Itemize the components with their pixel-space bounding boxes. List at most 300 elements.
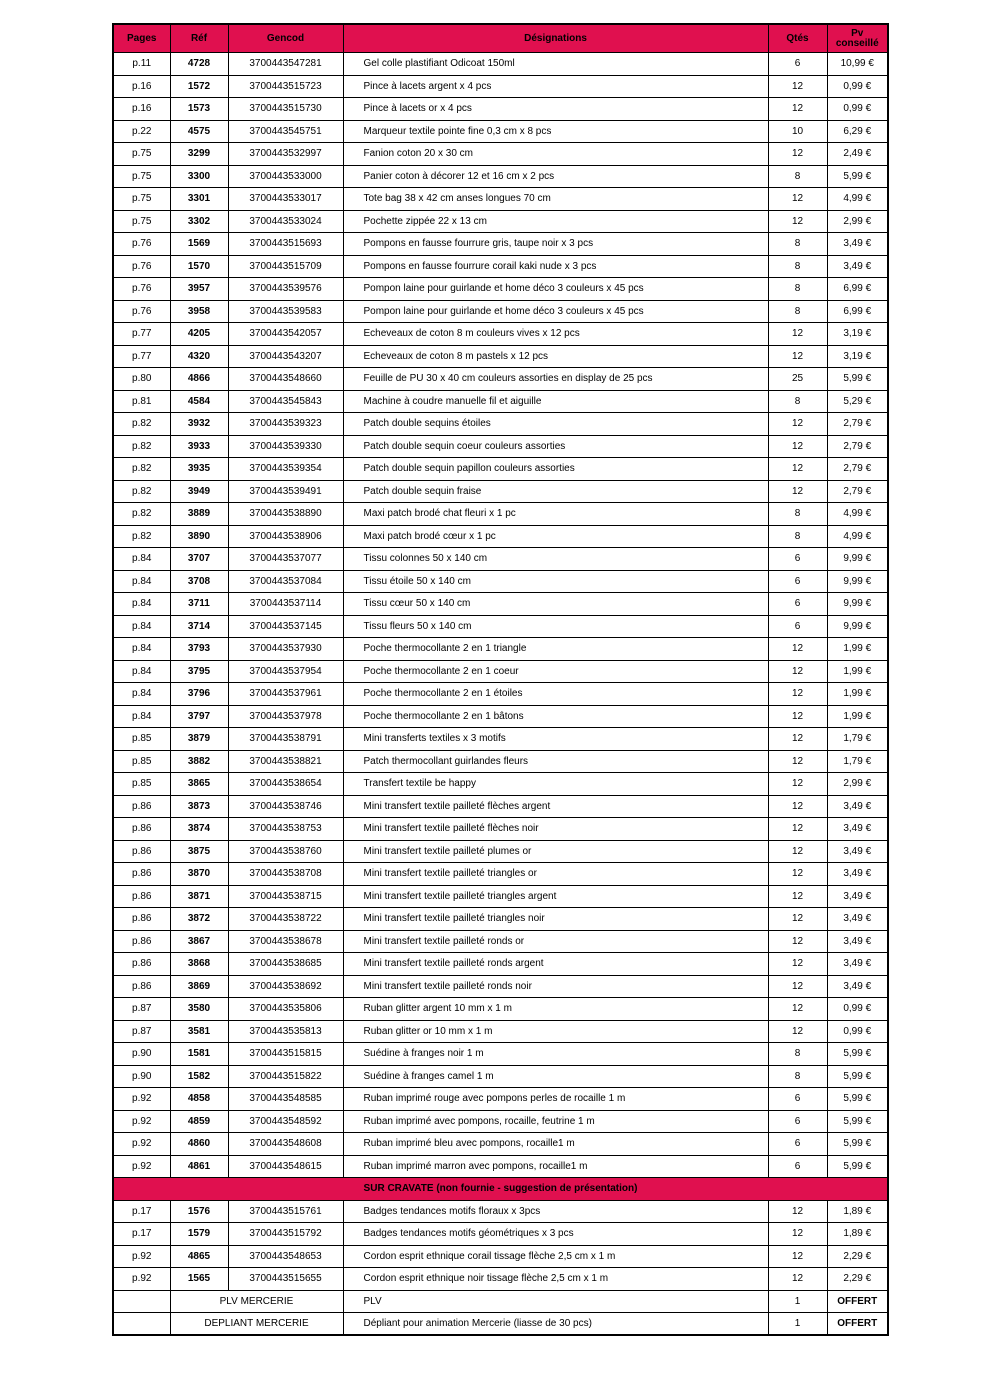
gencod-cell: 3700443548660 [228,368,343,391]
qty-cell: 12 [768,1020,827,1043]
price-cell: 6,99 € [827,278,888,301]
table-row [113,480,888,503]
table-row [113,660,888,683]
price-cell: 1,99 € [827,660,888,683]
qty-cell: 12 [768,1223,827,1246]
qty-cell: 6 [768,1088,827,1111]
table-row [113,1133,888,1156]
table-row-extra [113,1313,888,1336]
designation-cell: Fanion coton 20 x 30 cm [343,143,768,166]
ref-cell: 3797 [170,705,228,728]
table-row [113,503,888,526]
ref-cell: 1572 [170,75,228,98]
gencod-cell: 3700443515730 [228,98,343,121]
table-row [113,863,888,886]
qty-cell: 12 [768,413,827,436]
qty-cell: 6 [768,615,827,638]
ref-cell: 4859 [170,1110,228,1133]
table-row [113,998,888,1021]
designation-cell: Tote bag 38 x 42 cm anses longues 70 cm [343,188,768,211]
col-header-pv-line2: conseillé [835,37,879,49]
price-cell: 2,79 € [827,435,888,458]
page-cell: p.82 [113,503,170,526]
ref-cell: 3889 [170,503,228,526]
page-cell: p.17 [113,1223,170,1246]
designation-cell: Mini transfert textile pailleté plumes or [343,840,768,863]
table-row [113,368,888,391]
ref-cell: 3890 [170,525,228,548]
price-cell: 3,49 € [827,233,888,256]
designation-cell: Patch double sequin fraise [343,480,768,503]
gencod-cell: 3700443537077 [228,548,343,571]
price-cell: 5,99 € [827,1043,888,1066]
designation-cell: Mini transferts textiles x 3 motifs [343,728,768,751]
price-cell: 9,99 € [827,593,888,616]
designation-cell: Patch double sequin coeur couleurs assorties [343,435,768,458]
price-cell: 6,99 € [827,300,888,323]
qty-cell: 12 [768,953,827,976]
price-cell: 6,29 € [827,120,888,143]
col-header-pv-line1: Pv [851,27,864,39]
extra-label-cell: PLV MERCERIE [170,1290,343,1313]
gencod-cell: 3700443515723 [228,75,343,98]
page-cell: p.86 [113,975,170,998]
price-cell: 2,29 € [827,1268,888,1291]
gencod-cell: 3700443538678 [228,930,343,953]
col-header-gencod: Gencod [228,24,343,53]
col-header-ref: Réf [170,24,228,53]
gencod-cell: 3700443545751 [228,120,343,143]
section-header-row [113,1178,888,1201]
gencod-cell: 3700443537930 [228,638,343,661]
designation-cell: Poche thermocollante 2 en 1 coeur [343,660,768,683]
price-cell: 0,99 € [827,1020,888,1043]
ref-cell: 1573 [170,98,228,121]
price-cell: 4,99 € [827,188,888,211]
ref-cell: 3873 [170,795,228,818]
col-header-qtes: Qtés [768,24,827,53]
designation-cell: Pince à lacets or x 4 pcs [343,98,768,121]
price-cell: 5,99 € [827,1155,888,1178]
page-cell: p.87 [113,998,170,1021]
gencod-cell: 3700443538821 [228,750,343,773]
table-row [113,908,888,931]
ref-cell: 3793 [170,638,228,661]
gencod-cell: 3700443539330 [228,435,343,458]
table-row [113,188,888,211]
designation-cell: Feuille de PU 30 x 40 cm couleurs assorties en display de 25 pcs [343,368,768,391]
qty-cell: 12 [768,458,827,481]
qty-cell: 12 [768,750,827,773]
page-cell: p.76 [113,255,170,278]
price-cell: 9,99 € [827,548,888,571]
qty-cell: 8 [768,525,827,548]
page-cell: p.82 [113,413,170,436]
table-row-extra [113,1290,888,1313]
ref-cell: 1565 [170,1268,228,1291]
table-row [113,840,888,863]
gencod-cell: 3700443539323 [228,413,343,436]
ref-cell: 4728 [170,53,228,76]
gencod-cell: 3700443537978 [228,705,343,728]
qty-cell: 12 [768,480,827,503]
table-row [113,233,888,256]
table-row [113,525,888,548]
qty-cell: 12 [768,818,827,841]
qty-cell: 8 [768,1065,827,1088]
price-cell: 3,49 € [827,885,888,908]
table-row [113,1065,888,1088]
designation-cell: Mini transfert textile pailleté ronds or [343,930,768,953]
ref-cell: 3882 [170,750,228,773]
page-cell: p.22 [113,120,170,143]
qty-cell: 6 [768,1155,827,1178]
price-cell: 0,99 € [827,75,888,98]
ref-cell: 3301 [170,188,228,211]
qty-cell: 12 [768,975,827,998]
page-cell: p.84 [113,683,170,706]
price-cell: 3,49 € [827,840,888,863]
page-cell: p.82 [113,480,170,503]
qty-cell: 6 [768,53,827,76]
page-cell: p.75 [113,165,170,188]
price-cell: 3,19 € [827,345,888,368]
page-cell: p.82 [113,458,170,481]
ref-cell: 4858 [170,1088,228,1111]
table-row [113,435,888,458]
page-cell: p.92 [113,1245,170,1268]
qty-cell: 12 [768,638,827,661]
ref-cell: 1582 [170,1065,228,1088]
designation-cell: Gel colle plastifiant Odicoat 150ml [343,53,768,76]
page-cell: p.85 [113,750,170,773]
designation-cell: Ruban imprimé avec pompons, rocaille, feutrine 1 m [343,1110,768,1133]
qty-cell: 12 [768,930,827,953]
qty-cell: 12 [768,75,827,98]
qty-cell: 12 [768,773,827,796]
page-cell: p.84 [113,638,170,661]
gencod-cell: 3700443548615 [228,1155,343,1178]
table-row [113,345,888,368]
qty-cell: 6 [768,1110,827,1133]
ref-cell: 3957 [170,278,228,301]
table-row [113,773,888,796]
ref-cell: 4861 [170,1155,228,1178]
qty-cell: 12 [768,435,827,458]
gencod-cell: 3700443547281 [228,53,343,76]
designation-cell: Mini transfert textile pailleté flèches noir [343,818,768,841]
ref-cell: 3708 [170,570,228,593]
price-cell: 0,99 € [827,98,888,121]
qty-cell: 12 [768,1245,827,1268]
gencod-cell: 3700443533000 [228,165,343,188]
ref-cell: 4860 [170,1133,228,1156]
price-cell: 4,99 € [827,525,888,548]
ref-cell: 4205 [170,323,228,346]
page-cell: p.92 [113,1110,170,1133]
designation-cell: Suédine à franges noir 1 m [343,1043,768,1066]
qty-cell: 12 [768,908,827,931]
gencod-cell: 3700443538692 [228,975,343,998]
page-cell: p.75 [113,188,170,211]
table-header-row [113,24,888,53]
table-row [113,53,888,76]
ref-cell: 3879 [170,728,228,751]
designation-cell: Panier coton à décorer 12 et 16 cm x 2 pcs [343,165,768,188]
price-cell: 3,49 € [827,255,888,278]
ref-cell: 3868 [170,953,228,976]
gencod-cell: 3700443538890 [228,503,343,526]
price-cell: 1,99 € [827,683,888,706]
qty-cell: 6 [768,593,827,616]
gencod-cell: 3700443533017 [228,188,343,211]
price-cell: 1,99 € [827,638,888,661]
ref-cell: 4865 [170,1245,228,1268]
table-row [113,278,888,301]
page-cell: p.76 [113,233,170,256]
col-header-pages: Pages [113,24,170,53]
ref-cell: 1570 [170,255,228,278]
qty-cell: 8 [768,390,827,413]
page-cell: p.86 [113,930,170,953]
ref-cell: 3711 [170,593,228,616]
price-cell: 3,49 € [827,953,888,976]
table-row [113,1110,888,1133]
designation-cell: Ruban imprimé marron avec pompons, rocaille1 m [343,1155,768,1178]
page-cell: p.86 [113,908,170,931]
price-cell: 3,19 € [827,323,888,346]
ref-cell: 3581 [170,1020,228,1043]
ref-cell: 3958 [170,300,228,323]
page-cell: p.84 [113,615,170,638]
page-cell: p.90 [113,1043,170,1066]
table-row [113,1223,888,1246]
price-cell: 5,99 € [827,1133,888,1156]
price-cell: 1,79 € [827,750,888,773]
gencod-cell: 3700443539354 [228,458,343,481]
qty-cell: 12 [768,1200,827,1223]
qty-cell: 12 [768,188,827,211]
ref-cell: 3580 [170,998,228,1021]
price-cell: 3,49 € [827,863,888,886]
designation-cell: Badges tendances motifs géométriques x 3 pcs [343,1223,768,1246]
page-cell: p.77 [113,345,170,368]
price-cell: 2,79 € [827,480,888,503]
qty-cell: 1 [768,1290,827,1313]
designation-cell: Echeveaux de coton 8 m pastels x 12 pcs [343,345,768,368]
price-cell: OFFERT [827,1313,888,1336]
qty-cell: 8 [768,278,827,301]
qty-cell: 12 [768,210,827,233]
gencod-cell: 3700443548653 [228,1245,343,1268]
page-cell: p.84 [113,660,170,683]
qty-cell: 12 [768,795,827,818]
gencod-cell: 3700443515655 [228,1268,343,1291]
gencod-cell: 3700443537954 [228,660,343,683]
page-cell: p.16 [113,75,170,98]
designation-cell: Tissu colonnes 50 x 140 cm [343,548,768,571]
page-cell: p.85 [113,728,170,751]
ref-cell: 3302 [170,210,228,233]
gencod-cell: 3700443542057 [228,323,343,346]
ref-cell: 3933 [170,435,228,458]
page-cell: p.84 [113,570,170,593]
designation-cell: Ruban glitter or 10 mm x 1 m [343,1020,768,1043]
table-row [113,75,888,98]
gencod-cell: 3700443535813 [228,1020,343,1043]
designation-cell: Ruban imprimé bleu avec pompons, rocaille1 m [343,1133,768,1156]
table-row [113,390,888,413]
designation-cell: Mini transfert textile pailleté triangles or [343,863,768,886]
designation-cell: Badges tendances motifs floraux x 3pcs [343,1200,768,1223]
table-row [113,638,888,661]
ref-cell: 3299 [170,143,228,166]
table-row [113,975,888,998]
qty-cell: 12 [768,863,827,886]
price-cell: 5,99 € [827,368,888,391]
qty-cell: 8 [768,233,827,256]
ref-cell: 3874 [170,818,228,841]
qty-cell: 12 [768,1268,827,1291]
table-row [113,1245,888,1268]
designation-cell: Poche thermocollante 2 en 1 triangle [343,638,768,661]
gencod-cell: 3700443538906 [228,525,343,548]
price-cell: 9,99 € [827,570,888,593]
table-row [113,728,888,751]
ref-cell: 3872 [170,908,228,931]
ref-cell: 3865 [170,773,228,796]
price-cell: 5,29 € [827,390,888,413]
ref-cell: 1569 [170,233,228,256]
table-row [113,953,888,976]
gencod-cell: 3700443515822 [228,1065,343,1088]
ref-cell: 3795 [170,660,228,683]
ref-cell: 4320 [170,345,228,368]
page-cell: p.92 [113,1268,170,1291]
designation-cell: Machine à coudre manuelle fil et aiguille [343,390,768,413]
designation-cell: Tissu étoile 50 x 140 cm [343,570,768,593]
qty-cell: 12 [768,705,827,728]
gencod-cell: 3700443538715 [228,885,343,908]
designation-cell: Cordon esprit ethnique noir tissage flèche 2,5 cm x 1 m [343,1268,768,1291]
table-row [113,750,888,773]
page-cell: p.84 [113,548,170,571]
qty-cell: 12 [768,143,827,166]
designation-cell: Mini transfert textile pailleté ronds noir [343,975,768,998]
page-cell: p.86 [113,840,170,863]
empty-cell [113,1290,170,1313]
table-row [113,1155,888,1178]
price-cell: 0,99 € [827,998,888,1021]
gencod-cell: 3700443515815 [228,1043,343,1066]
page-cell: p.90 [113,1065,170,1088]
designation-cell: Tissu cœur 50 x 140 cm [343,593,768,616]
designation-cell: Mini transfert textile pailleté ronds argent [343,953,768,976]
table-row [113,615,888,638]
table-row [113,323,888,346]
gencod-cell: 3700443548592 [228,1110,343,1133]
designation-cell: Mini transfert textile pailleté triangles argent [343,885,768,908]
qty-cell: 1 [768,1313,827,1336]
designation-cell: Pochette zippée 22 x 13 cm [343,210,768,233]
gencod-cell: 3700443545843 [228,390,343,413]
price-cell: 2,49 € [827,143,888,166]
table-row [113,458,888,481]
table-row [113,300,888,323]
product-table [112,23,889,1336]
designation-cell: Pompon laine pour guirlande et home déco 3 couleurs x 45 pcs [343,300,768,323]
designation-cell: PLV [343,1290,768,1313]
ref-cell: 3300 [170,165,228,188]
page-cell: p.75 [113,210,170,233]
designation-cell: Maxi patch brodé cœur x 1 pc [343,525,768,548]
gencod-cell: 3700443548585 [228,1088,343,1111]
qty-cell: 12 [768,885,827,908]
gencod-cell: 3700443538685 [228,953,343,976]
ref-cell: 3871 [170,885,228,908]
gencod-cell: 3700443538654 [228,773,343,796]
gencod-cell: 3700443533024 [228,210,343,233]
price-cell: 3,49 € [827,930,888,953]
page-cell: p.77 [113,323,170,346]
price-cell: 1,89 € [827,1200,888,1223]
page-cell: p.11 [113,53,170,76]
gencod-cell: 3700443538722 [228,908,343,931]
price-cell: 3,49 € [827,975,888,998]
gencod-cell: 3700443538753 [228,818,343,841]
page-cell: p.81 [113,390,170,413]
qty-cell: 10 [768,120,827,143]
section-title: SUR CRAVATE (non fournie - suggestion de présentation) [113,1178,888,1201]
price-cell: 5,99 € [827,1088,888,1111]
qty-cell: 12 [768,840,827,863]
price-cell: 5,99 € [827,165,888,188]
gencod-cell: 3700443515792 [228,1223,343,1246]
qty-cell: 6 [768,548,827,571]
designation-cell: Echeveaux de coton 8 m couleurs vives x 12 pcs [343,323,768,346]
gencod-cell: 3700443537961 [228,683,343,706]
qty-cell: 12 [768,998,827,1021]
table-row [113,593,888,616]
table-row [113,98,888,121]
table-row [113,570,888,593]
price-cell: 5,99 € [827,1110,888,1133]
qty-cell: 6 [768,570,827,593]
gencod-cell: 3700443539576 [228,278,343,301]
ref-cell: 4584 [170,390,228,413]
designation-cell: Maxi patch brodé chat fleuri x 1 pc [343,503,768,526]
gencod-cell: 3700443515693 [228,233,343,256]
price-cell: 2,79 € [827,413,888,436]
price-cell: 4,99 € [827,503,888,526]
table-row [113,120,888,143]
page-cell: p.80 [113,368,170,391]
ref-cell: 3869 [170,975,228,998]
table-row [113,143,888,166]
page-cell: p.75 [113,143,170,166]
designation-cell: Mini transfert textile pailleté flèches argent [343,795,768,818]
qty-cell: 6 [768,1133,827,1156]
qty-cell: 8 [768,165,827,188]
page-cell: p.86 [113,795,170,818]
ref-cell: 1576 [170,1200,228,1223]
designation-cell: Marqueur textile pointe fine 0,3 cm x 8 pcs [343,120,768,143]
table-row [113,705,888,728]
gencod-cell: 3700443543207 [228,345,343,368]
page-cell: p.86 [113,885,170,908]
designation-cell: Ruban glitter argent 10 mm x 1 m [343,998,768,1021]
page-cell: p.85 [113,773,170,796]
